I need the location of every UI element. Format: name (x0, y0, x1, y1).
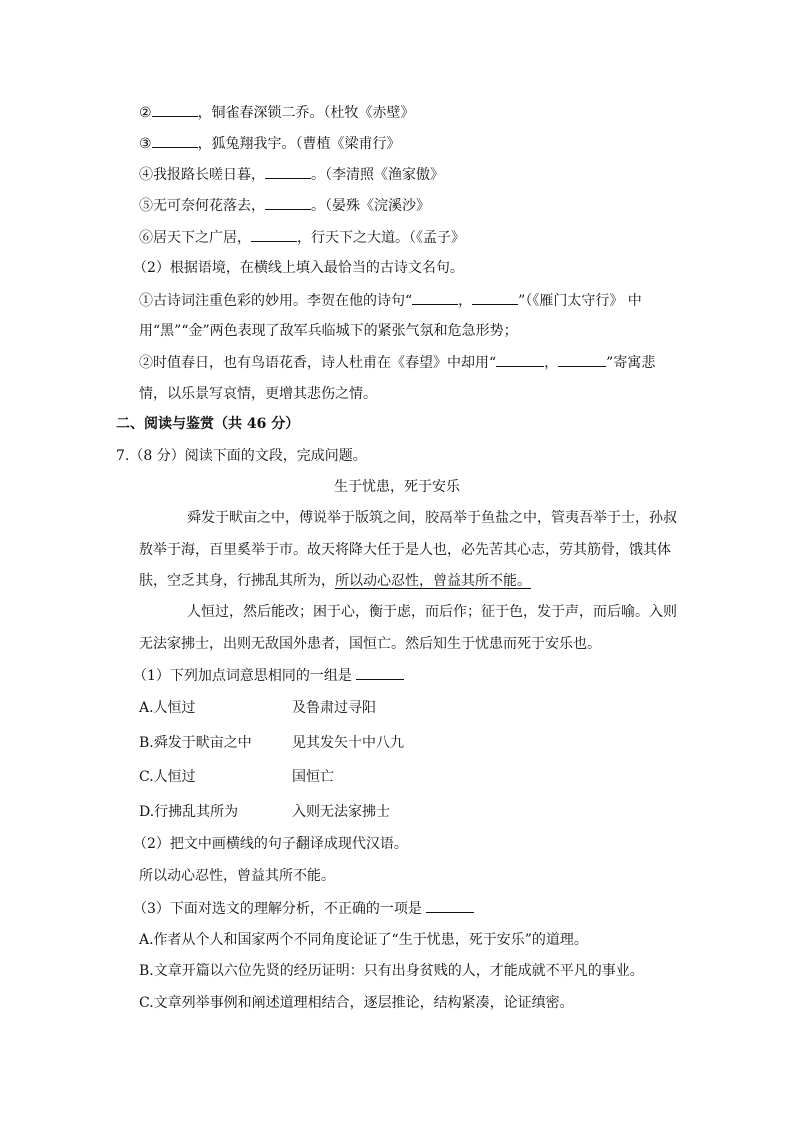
fill-blank[interactable] (558, 352, 606, 367)
recite-item-3: ③ ，狐兔翔我宇。（曹植《梁甫行》 (139, 133, 401, 153)
subquestion-2: （2）把文中画横线的句子翻译成现代汉语。 (133, 836, 408, 852)
underlined-sentence: 所以动心忍性，曾益其所不能。 (335, 573, 531, 589)
answer-option-a[interactable]: A.作者从个人和国家两个不同角度论证了“生于忧患，死于安乐”的道理。 (139, 932, 588, 948)
context-item-1-cont: 用“黑”“金”两色表现了敌军兵临城下的紧张气氛和危急形势； (139, 323, 518, 339)
context-item-1: ①古诗词注重色彩的妙用。李贺在他的诗句“ ， ”（《雁门太守行》 中 (139, 290, 642, 310)
option-b[interactable]: B.舜发于畎亩之中 见其发矢十中八九 (139, 735, 404, 751)
fill-blank[interactable] (472, 290, 518, 305)
fill-blank[interactable] (265, 195, 311, 210)
subquestion-2-prompt: （2）根据语境，在横线上填入最恰当的古诗文名句。 (133, 260, 464, 276)
subquestion-3: （3）下面对选文的理解分析，不正确的一项是 (133, 898, 474, 918)
passage-title: 生于忧患，死于安乐 (334, 479, 460, 495)
fill-blank[interactable] (152, 102, 198, 117)
section-heading: 二、阅读与鉴赏（共 46 分） (116, 416, 300, 432)
passage-line: 舜发于畎亩之中，傅说举于版筑之间，胶鬲举于鱼盐之中，管夷吾举于士，孙叔 (187, 510, 677, 526)
fill-blank[interactable] (152, 133, 198, 148)
fill-blank[interactable] (496, 352, 544, 367)
context-item-2-cont: 情，以乐景写哀情，更增其悲伤之情。 (139, 386, 377, 402)
context-item-2: ②时值春日，也有鸟语花香，诗人杜甫在《春望》中却用“ ， ”寄寓悲 (139, 352, 655, 372)
fill-blank[interactable] (265, 164, 311, 179)
question-7: 7.（8 分）阅读下面的文段，完成问题。 (116, 448, 367, 464)
fill-blank[interactable] (251, 227, 297, 242)
option-d[interactable]: D.行拂乱其所为 入则无法家拂士 (139, 804, 390, 820)
subquestion-1: （1）下列加点词意思相同的一组是 (133, 665, 404, 685)
passage-line: 肤，空乏其身，行拂乱其所为，所以动心忍性，曾益其所不能。 (139, 573, 531, 589)
option-c[interactable]: C.人恒过 国恒亡 (139, 769, 334, 785)
passage-line: 无法家拂士，出则无敌国外患者，国恒亡。然后知生于忧患而死于安乐也。 (139, 636, 601, 652)
answer-option-b[interactable]: B.文章开篇以六位先贤的经历证明：只有出身贫贱的人，才能成就不平凡的事业。 (139, 963, 644, 979)
recite-item-2: ② ，铜雀春深锁二乔。（杜牧《赤壁》 (139, 102, 415, 122)
recite-item-4: ④我报路长嗟日暮， 。（李清照《渔家傲》 (139, 164, 444, 184)
passage-line: 人恒过，然后能改；困于心，衡于虑，而后作；征于色，发于声，而后喻。入则 (187, 604, 677, 620)
answer-blank[interactable] (426, 898, 474, 913)
option-a[interactable]: A.人恒过 及鲁肃过寻阳 (139, 700, 376, 716)
fill-blank[interactable] (412, 290, 458, 305)
answer-option-c[interactable]: C.文章列举事例和阐述道理相结合，逐层推论，结构紧凑，论证缜密。 (139, 995, 574, 1011)
translate-sentence: 所以动心忍性，曾益其所不能。 (139, 868, 335, 884)
answer-blank[interactable] (356, 665, 404, 680)
recite-item-5: ⑤无可奈何花落去， 。（晏殊《浣溪沙》 (139, 195, 430, 215)
passage-line: 敖举于海，百里奚举于市。故天将降大任于是人也，必先苦其心志，劳其筋骨，饿其体 (139, 542, 671, 558)
recite-item-6: ⑥居天下之广居， ，行天下之大道。（《孟子》 (139, 227, 465, 247)
